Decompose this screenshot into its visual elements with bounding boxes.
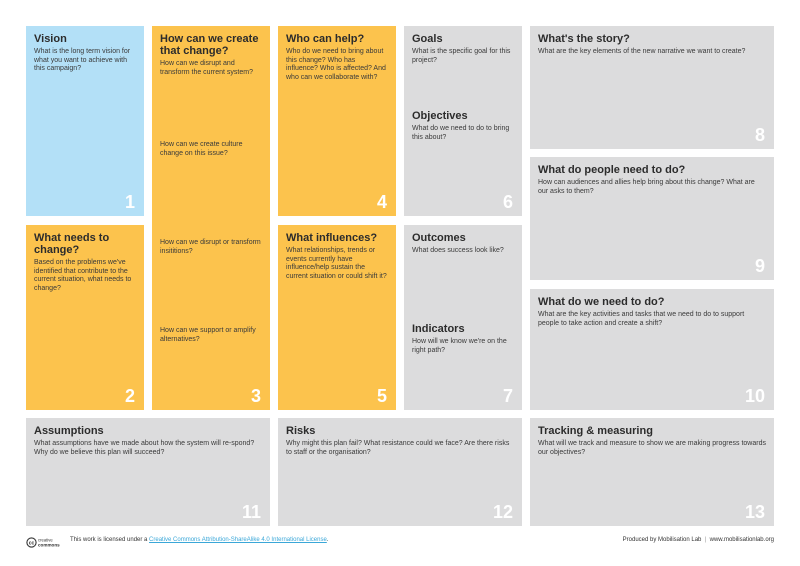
tracking-block: [530, 418, 774, 526]
who-can-help-title: Who can help?: [286, 33, 365, 45]
people-question: How can audiences and allies help bring about this change? What are our asks to them?: [538, 179, 755, 195]
license-prefix: This work is licensed under a: [70, 537, 148, 543]
block-number: 3: [250, 386, 261, 406]
vision-block: [26, 26, 144, 216]
svg-text:cc: cc: [28, 540, 35, 547]
goals-title: Goals: [412, 33, 443, 45]
tracking-title: Tracking & measuring: [538, 425, 653, 437]
create-change-question-1: How can we disrupt and transform the current system?: [160, 60, 253, 76]
goals-question: What is the specific goal for this project?: [412, 48, 511, 64]
needs-title: What needs to change?: [34, 232, 110, 256]
vision-title: Vision: [34, 33, 67, 45]
create-change-question-2: How can we create culture change on this issue?: [160, 141, 243, 157]
who-can-help-block: [278, 26, 396, 216]
we-do-block: [530, 289, 774, 410]
create-change-title: How can we create that change?: [160, 33, 259, 57]
story-title: What's the story?: [538, 33, 630, 45]
outcomes-block: [404, 225, 522, 410]
risks-block: [278, 418, 522, 526]
creative-commons-logo: [26, 535, 62, 546]
block-number: 9: [754, 256, 765, 276]
license-suffix: .: [326, 537, 329, 543]
influences-question: What relationships, trends or events currently have influence/help sustain the current situation or could shift it?: [286, 247, 387, 280]
assumptions-block: [26, 418, 270, 526]
create-change-question-4: How can we support or amplify alternatives?: [160, 327, 256, 343]
goals-block: [404, 26, 522, 216]
svg-text:creative: creative: [38, 537, 53, 543]
objectives-question: What do we need to do to bring this about?: [412, 125, 510, 141]
influences-block: [278, 225, 396, 410]
block-number: 12: [492, 502, 513, 522]
indicators-title: Indicators: [412, 323, 465, 335]
block-number: 8: [754, 125, 765, 145]
outcomes-title: Outcomes: [412, 232, 466, 244]
tracking-question: What will we track and measure to show we are making progress towards our objectives?: [538, 440, 766, 456]
create-change-block: [152, 26, 270, 410]
story-question: What are the key elements of the new narrative we want to create?: [538, 48, 746, 55]
block-number: 4: [376, 192, 387, 212]
risks-question: Why might this plan fail? What resistance could we face? Are there risks to staff or the organisation?: [286, 440, 510, 456]
we-do-title: What do we need to do?: [538, 296, 665, 308]
story-block: [530, 26, 774, 149]
block-number: 10: [744, 386, 765, 406]
indicators-question: How will we know we're on the right path?: [412, 338, 507, 354]
license-notice: [70, 536, 328, 544]
we-do-question: What are the key activities and tasks that we need to do to support people to take action and create a shift?: [538, 311, 745, 327]
license-link[interactable]: Creative Commons Attribution-ShareAlike 4.0 International License: [149, 537, 327, 543]
svg-text:commons: commons: [38, 542, 60, 548]
needs-block: [26, 225, 144, 410]
block-number: 1: [124, 192, 135, 212]
footer-separator: |: [704, 537, 707, 543]
block-number: 13: [744, 502, 765, 522]
risks-title: Risks: [286, 425, 316, 437]
create-change-question-3: How can we disrupt or transform insititions?: [160, 239, 261, 255]
block-number: 11: [241, 502, 261, 522]
website[interactable]: www.mobilisationlab.org: [709, 537, 774, 543]
influences-title: What influences?: [286, 232, 378, 244]
people-title: What do people need to do?: [538, 164, 686, 176]
people-block: [530, 157, 774, 280]
assumptions-title: Assumptions: [34, 425, 104, 437]
block-number: 7: [502, 386, 513, 406]
who-can-help-question: Who do we need to bring about this change? Who has influence? Who is affected? And who can we collaborate with?: [286, 48, 386, 81]
needs-question: Based on the problems we've identified that contribute to the current situation, what needs to change?: [34, 259, 132, 292]
objectives-title: Objectives: [412, 110, 468, 122]
outcomes-question: What does success look like?: [412, 247, 504, 254]
block-number: 6: [502, 192, 513, 212]
block-number: 5: [376, 386, 387, 406]
block-number: 2: [124, 386, 135, 406]
produced-by: Produced by Mobilisation Lab: [622, 537, 702, 543]
vision-question: What is the long term vision for what you want to achieve with this campaign?: [34, 48, 131, 73]
producer-credit: [623, 536, 774, 544]
assumptions-question: What assumptions have we made about how the system will re-spond? Why do we believe this plan will succeed?: [34, 440, 255, 456]
